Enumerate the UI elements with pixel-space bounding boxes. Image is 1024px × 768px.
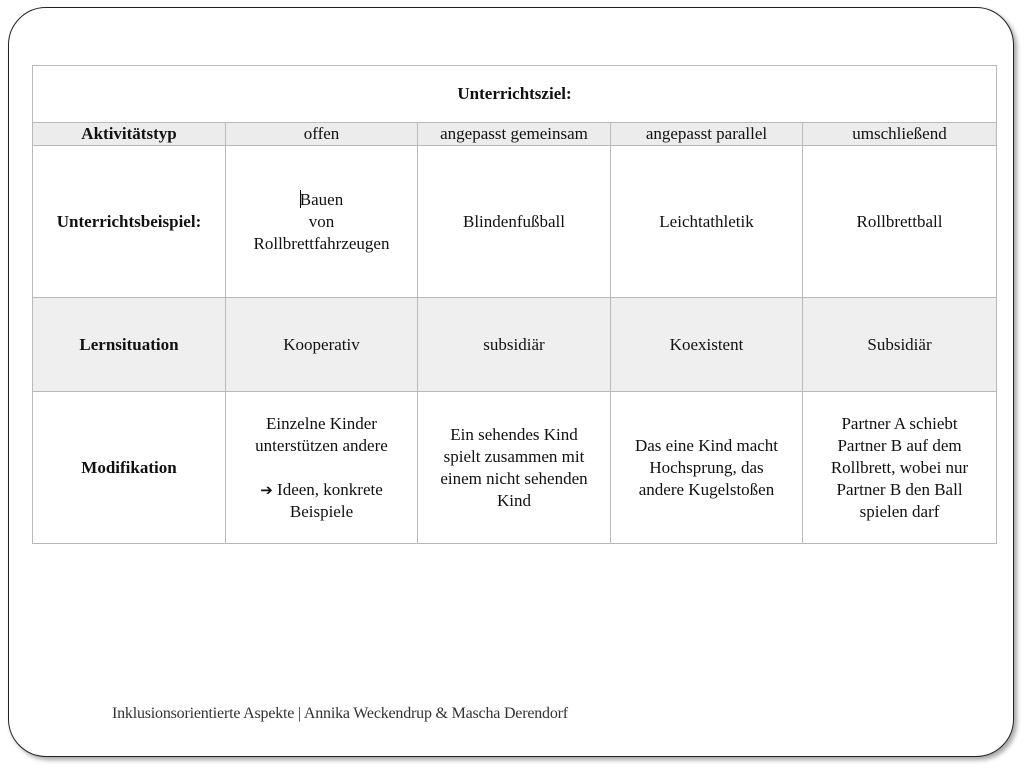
table-row-learn	[33, 298, 997, 392]
mod-cell-2-line-1: Ein sehendes Kind	[450, 424, 578, 444]
mod-cell-3-line-3: andere Kugelstoßen	[638, 479, 775, 499]
mod-cell-3	[611, 392, 803, 544]
header-cell-umschliessend: umschließend	[803, 123, 997, 146]
table-title-row	[33, 66, 997, 123]
header-cell-angepasst-parallel: angepasst parallel	[611, 123, 803, 146]
learn-cell-2: subsidiär	[418, 298, 611, 392]
example-cell-3: Leichtathletik	[611, 146, 803, 298]
mod-cell-1	[226, 392, 418, 544]
mod-cell-4-line-4: Partner B den Ball	[836, 479, 963, 499]
text-cursor-line	[230, 189, 413, 211]
example-cell-2: Blindenfußball	[418, 146, 611, 298]
example-cell-1-line-3: Rollbrettfahrzeugen	[253, 233, 390, 253]
mod-cell-4-line-2: Partner B auf dem	[837, 435, 962, 455]
mod-cell-2	[418, 392, 611, 544]
slide-footer: Inklusionsorientierte Aspekte | Annika Weckendrup & Mascha Derendorf	[112, 705, 568, 722]
table-title: Unterrichtsziel:	[33, 66, 997, 123]
header-cell-angepasst-gemeinsam: angepasst gemeinsam	[418, 123, 611, 146]
example-cell-1-line-2: von	[308, 211, 335, 231]
table-header-row	[33, 123, 997, 146]
row-label-learn: Lernsituation	[33, 298, 226, 392]
mod-cell-1-arrow-line	[230, 479, 413, 501]
mod-cell-3-line-2: Hochsprung, das	[649, 457, 764, 477]
example-cell-4: Rollbrettball	[803, 146, 997, 298]
arrow-right-icon: ➔	[260, 480, 273, 499]
mod-cell-4-line-5: spielen darf	[859, 501, 940, 521]
mod-cell-1-line-4: Beispiele	[289, 501, 354, 521]
row-label-example: Unterrichtsbeispiel:	[33, 146, 226, 298]
learn-cell-3: Koexistent	[611, 298, 803, 392]
mod-cell-4-line-1: Partner A schiebt	[841, 413, 958, 433]
mod-cell-1-line-1: Einzelne Kinder	[266, 413, 377, 433]
mod-cell-3-line-1: Das eine Kind macht	[634, 435, 779, 455]
mod-cell-2-line-2: spielt zusammen mit	[443, 446, 585, 466]
mod-cell-2-line-3: einem nicht sehenden	[440, 468, 588, 488]
mod-cell-4	[803, 392, 997, 544]
example-cell-1[interactable]	[226, 146, 418, 298]
activity-table	[32, 65, 997, 544]
learn-cell-4: Subsidiär	[803, 298, 997, 392]
learn-cell-1: Kooperativ	[226, 298, 418, 392]
table-row-mod	[33, 392, 997, 544]
mod-cell-1-spacer	[230, 457, 413, 479]
mod-cell-1-line-3: Ideen, konkrete	[277, 479, 383, 499]
mod-cell-4-line-3: Rollbrett, wobei nur	[830, 457, 969, 477]
table-row-example	[33, 146, 997, 298]
header-label: Aktivitätstyp	[33, 123, 226, 146]
mod-cell-2-line-4: Kind	[497, 490, 531, 510]
example-cell-1-line-1: Bauen	[299, 189, 344, 209]
row-label-mod: Modifikation	[33, 392, 226, 544]
mod-cell-1-line-2: unterstützen andere	[255, 435, 388, 455]
header-cell-offen: offen	[226, 123, 418, 146]
